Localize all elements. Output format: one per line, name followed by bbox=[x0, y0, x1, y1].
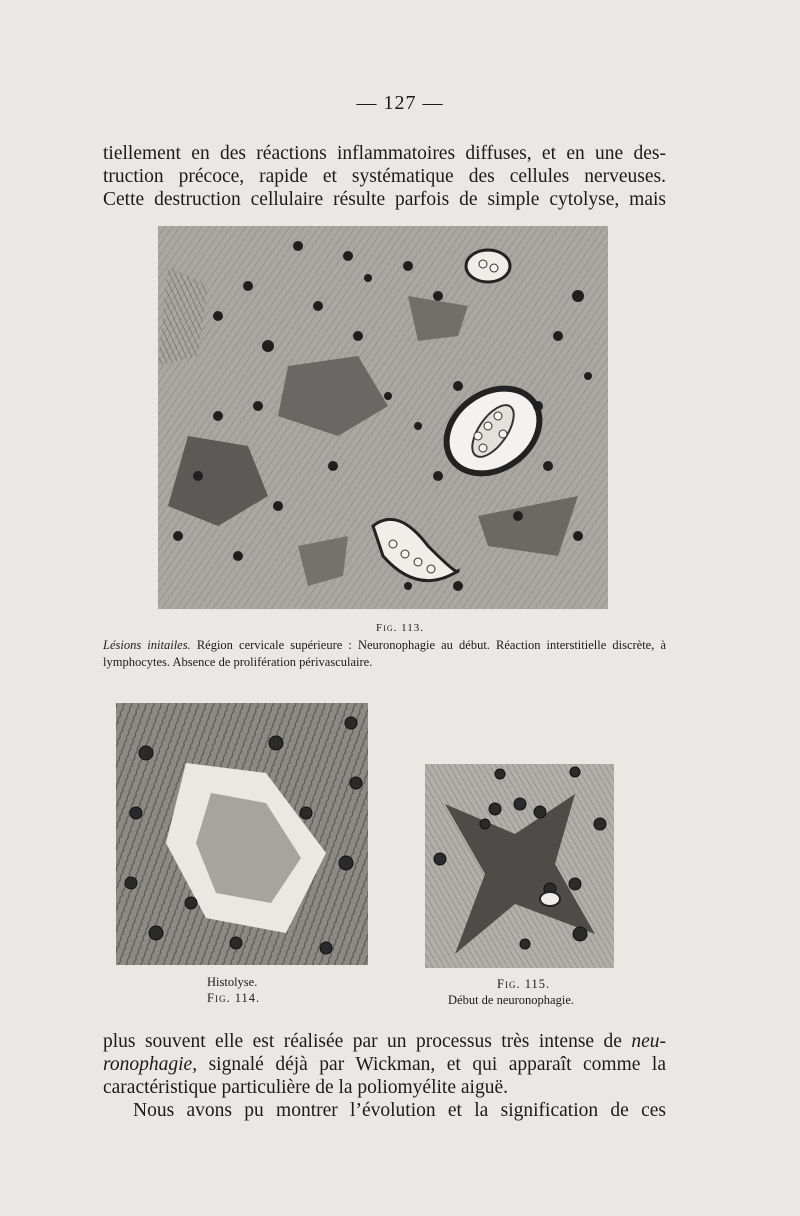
paragraph-bottom-line-2 bbox=[103, 1053, 666, 1076]
figure-113-caption bbox=[103, 637, 666, 671]
figure-113-plate bbox=[158, 226, 608, 609]
paragraph-top-line-1: tiellement en des réactions inflammatoires diffuses, et en une des- bbox=[103, 143, 666, 164]
paragraph-top-line-2: truction précoce, rapide et systématique des cellules nerveuses. bbox=[103, 166, 666, 187]
figure-113-label: Fig. 113. bbox=[376, 622, 424, 634]
paragraph-bottom-line-3: caractéristique particulière de la poliomyélite aiguë. bbox=[103, 1077, 508, 1098]
figure-115-plate bbox=[425, 764, 614, 968]
figure-113-illustration bbox=[158, 226, 608, 609]
paragraph-bottom-line-4: Nous avons pu montrer l’évolution et la signification de ces bbox=[133, 1100, 666, 1121]
figure-114-label: Fig. 114. bbox=[207, 991, 261, 1005]
paragraph-bottom-line-1a: plus souvent elle est réalisée par un processus très intense de bbox=[103, 1031, 632, 1052]
paragraph-top-line-3: Cette destruction cellulaire résulte parfois de simple cytolyse, mais bbox=[103, 189, 666, 210]
paragraph-bottom-line-2b: signalé déjà par Wickman, et qui apparaît comme la bbox=[197, 1054, 666, 1075]
figure-114-plate bbox=[116, 703, 368, 965]
figure-113-caption-italic: Lésions initailes. bbox=[103, 638, 191, 652]
paragraph-bottom-line-2a: ronophagie, bbox=[103, 1054, 198, 1075]
paragraph-bottom-line-1b: neu- bbox=[631, 1031, 666, 1052]
figure-113-caption-text: Région cervicale supérieure : Neuronophagie au début. Réaction interstitielle discrète, à lymphocytes. Absence de prolifération périvasculaire. bbox=[103, 638, 666, 669]
page-number: — 127 — bbox=[356, 92, 444, 114]
paragraph-bottom-line-1 bbox=[103, 1030, 666, 1053]
figure-115-label: Fig. 115. bbox=[497, 977, 551, 991]
figure-115-illustration bbox=[425, 764, 614, 968]
figure-114-title: Histolyse. bbox=[207, 975, 258, 989]
figure-115-title: Début de neuronophagie. bbox=[448, 993, 575, 1007]
figure-114-illustration bbox=[116, 703, 368, 965]
